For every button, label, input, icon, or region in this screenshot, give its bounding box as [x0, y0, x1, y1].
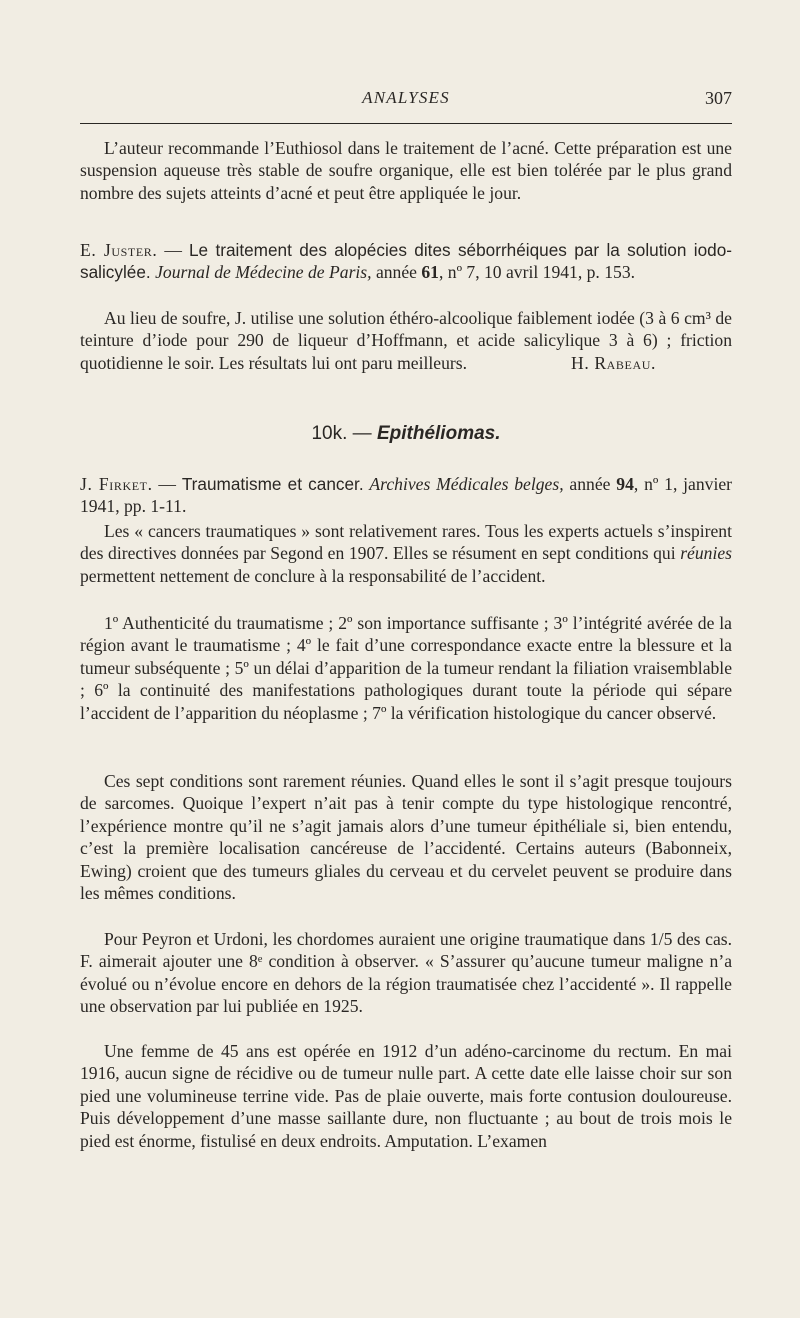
running-head: [80, 88, 732, 112]
section-dash: —: [347, 423, 377, 444]
ref-author: E. Juster.: [80, 240, 158, 260]
section-number: 10k.: [311, 423, 348, 444]
ref-details: , nº 7, 10 avril 1941, p. 153.: [438, 262, 636, 283]
ref-journal: Journal de Médecine de Paris,: [155, 262, 372, 283]
ref-details: , nº 1, janvier 1941, pp. 1-11.: [80, 474, 733, 517]
section-title: Epithéliomas.: [376, 423, 501, 444]
ref-title: Traumatisme et cancer.: [181, 474, 364, 494]
ref-year-prefix: année: [563, 474, 617, 494]
ref-title: Le traitement des alopécies dites séborrhéiques par la solution iodo-salicylée.: [80, 240, 733, 283]
p3-part-a: Les « cancers traumatiques » sont relativement rares. Tous les experts actuels s’inspirent des directives données par Segond en 1907. Elles se résument en sept conditions qui: [80, 521, 732, 564]
paragraph-chordomes: Pour Peyron et Urdoni, les chordomes auraient une origine traumatique dans 1/5 des cas. F. aimerait ajouter une 8ᵉ condition à observer. « S’assurer qu’aucune tumeur maligne n’a évolué ou n’évolue encore en dehors de la région traumatisée chez l’accidenté ». Il rappelle une observation par lui publiée en 1925.: [80, 929, 732, 1017]
ref-dash: —: [152, 474, 182, 494]
ref-year-num: 61: [421, 262, 439, 283]
ref-journal: Archives Médicales belges,: [369, 474, 564, 494]
paragraph-acne: L’auteur recommande l’Euthiosol dans le traitement de l’acné. Cette préparation est une suspension aqueuse très stable de soufre organique, elle est bien tolérée par le plus grand nombre des sujets atteints d’acné et peut être appliquée le jour.: [80, 138, 732, 203]
paragraph-conditions: 1º Authenticité du traumatisme ; 2º son importance suffisante ; 3º l’intégrité avérée de la région avant le traumatisme ; 4º le fait d’une correspondance exacte entre la blessure et la tumeur subséquente ; 5º un délai d’apparition de la tumeur rendant la filiation vraisemblable ; 6º la continuité des manifestations pathologiques durant toute la période qui sépare l’accident de l’apparition du néoplasme ; 7º la vérification histologique du cancer observé.: [80, 613, 732, 723]
signature: H. Rabeau.: [571, 352, 656, 373]
header-rule: [80, 123, 732, 124]
section-heading: [80, 423, 732, 445]
ref-year-num: 94: [616, 474, 634, 494]
paragraph-iodine-text: Au lieu de soufre, J. utilise une solution éthéro-alcoolique faiblement iodée (3 à 6 cm³ de teinture d’iode pour 290 de liqueur d’Hoffmann, et acide salicylique 3 à 6) ; friction quotidienne le soir. Les résultats lui ont paru meilleurs.: [80, 308, 732, 373]
running-title: ANALYSES: [362, 88, 450, 107]
reference-firket: [80, 473, 732, 518]
paragraph-case: Une femme de 45 ans est opérée en 1912 d’un adéno-carcinome du rectum. En mai 1916, aucun signe de récidive ou de tumeur nulle part. A cette date elle laisse choir sur son pied une volumineuse terrine vide. Pas de plaie ouverte, mais forte contusion douloureuse. Puis développement d’une masse saillante dure, non fluctuante ; au bout de trois mois le pied est énorme, fistulisé en deux endroits. Amputation. L’examen: [80, 1041, 732, 1151]
paragraph-segond: [80, 520, 732, 587]
page-number: 307: [705, 88, 732, 108]
ref-year-prefix: année: [371, 262, 422, 283]
paragraph-sarcomes: Ces sept conditions sont rarement réunies. Quand elles le sont il s’agit presque toujours de sarcomes. Quoique l’expert n’ait pas à tenir compte du type histologique rencontré, l’expérience montre qu’il ne s’agit jamais alors d’une tumeur épithéliale si, bien entendu, c’est la première localisation cancéreuse de l’accidenté. Certains auteurs (Babonneix, Ewing) croient que des tumeurs gliales du cerveau et du cervelet peuvent se produire dans les mêmes conditions.: [80, 771, 732, 904]
paragraph-iodine: [80, 307, 732, 374]
reference-juster: [80, 239, 732, 284]
p3-part-b: permettent nettement de conclure à la responsabilité de l’accident.: [80, 565, 546, 586]
ref-author: J. Firket.: [80, 474, 153, 494]
ref-dash: —: [157, 240, 189, 260]
p3-emphasis: réunies: [680, 543, 732, 564]
